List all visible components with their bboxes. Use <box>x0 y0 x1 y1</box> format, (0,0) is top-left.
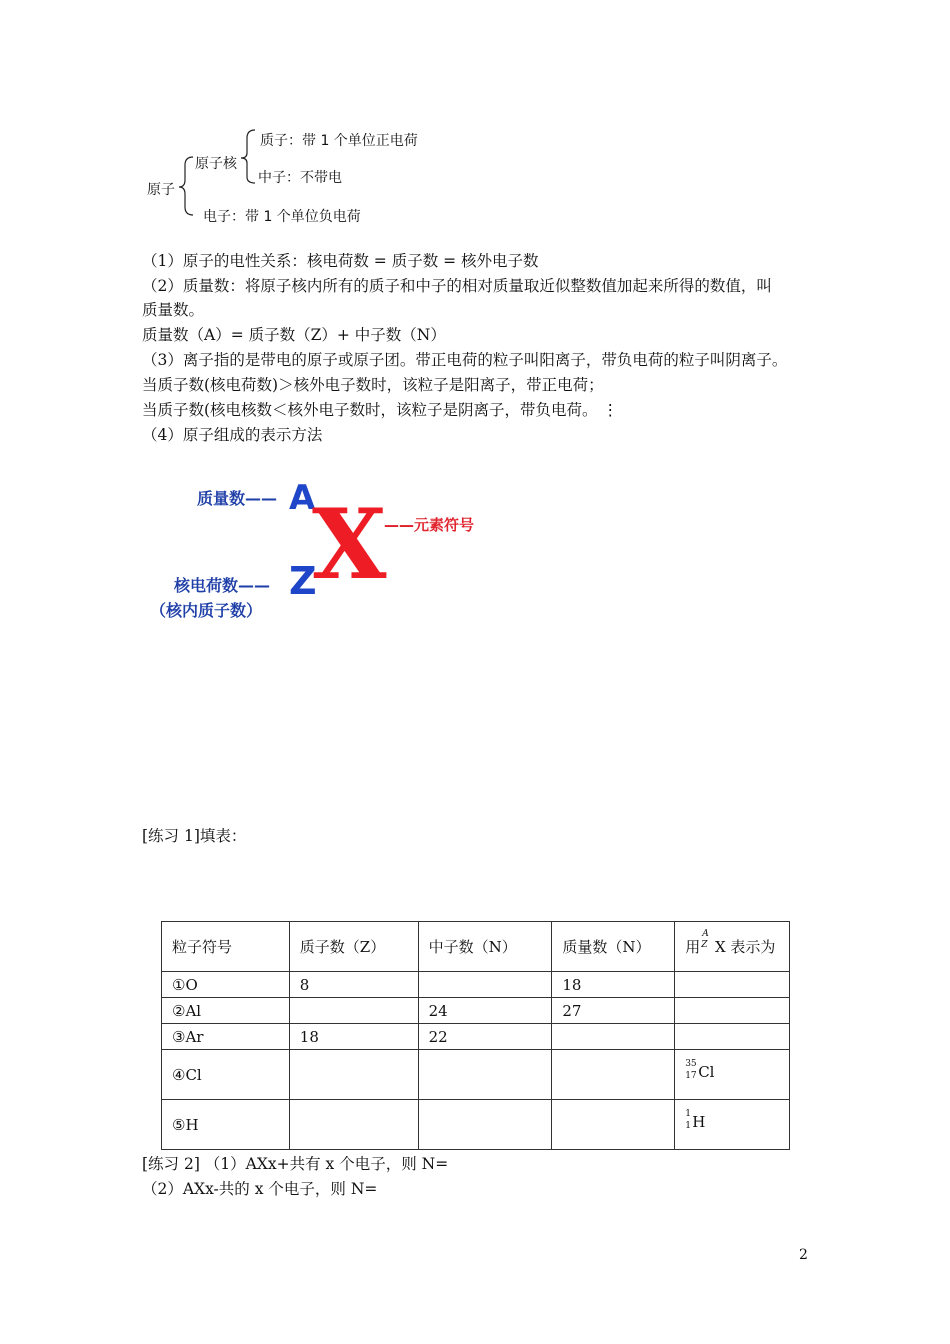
para-formula: 质量数（A）= 质子数（Z）+ 中子数（N） <box>142 326 446 344</box>
header-cell: 质量数（N） <box>552 922 675 972</box>
header-cell: 质子数（Z） <box>289 922 418 972</box>
header-cell: 中子数（N） <box>418 922 552 972</box>
header-cell-notation: 用 A Z X 表示为 <box>675 922 790 972</box>
tree-braces <box>175 125 265 225</box>
nuclide-cell-cl: 35 17 Cl <box>675 1050 790 1100</box>
exercise-2-line-2: （2）AXx-共的 x 个电子，则 N= <box>142 1180 378 1198</box>
element-symbol-label: ——元素符号 <box>384 516 475 534</box>
para-2-cont: 质量数。 <box>142 301 205 319</box>
page-number: 2 <box>799 1247 808 1263</box>
tree-proton: 质子：带 1 个单位正电荷 <box>260 133 418 149</box>
para-1: （1）原子的电性关系：核电荷数 = 质子数 = 核外电子数 <box>142 252 539 270</box>
para-cation: 当质子数(核电荷数)＞核外电子数时，该粒子是阳离子，带正电荷； <box>142 376 604 394</box>
tree-root-atom: 原子 <box>147 182 175 198</box>
para-4: （4）原子组成的表示方法 <box>142 426 323 444</box>
mass-number-label: 质量数—— <box>197 489 278 508</box>
nuclide-cell-h: 1 1 H <box>675 1100 790 1150</box>
table-row: ①O 8 18 <box>162 972 790 998</box>
symbol-A: A <box>289 478 316 518</box>
para-3: （3）离子指的是带电的原子或原子团。带正电荷的粒子叫阳离子，带负电荷的粒子叫阴离子。 <box>142 351 788 369</box>
tree-neutron: 中子：不带电 <box>258 170 342 186</box>
table-row: ②Al 24 27 <box>162 998 790 1024</box>
tree-electron: 电子：带 1 个单位负电荷 <box>203 209 361 225</box>
symbol-X: X <box>312 488 387 601</box>
tree-nucleus: 原子核 <box>195 156 237 172</box>
para-2: （2）质量数：将原子核内所有的质子和中子的相对质量取近似整数值加起来所得的数值，叫 <box>142 277 772 295</box>
table-row: ③Ar 18 22 <box>162 1024 790 1050</box>
nuclear-charge-label: 核电荷数—— <box>174 576 271 595</box>
symbol-Z: Z <box>289 559 317 603</box>
header-cell: 粒子符号 <box>162 922 290 972</box>
proton-count-note: （核内质子数） <box>150 601 263 620</box>
para-anion: 当质子数(核电核数＜核外电子数时，该粒子是阴离子，带负电荷。 ⋮ <box>142 401 618 419</box>
exercise-1-heading: [练习 1]填表： <box>142 827 247 845</box>
particle-table <box>161 921 790 1150</box>
exercise-2-line-1: [练习 2] （1）AXx+共有 x 个电子，则 N= <box>142 1155 449 1173</box>
table-row: ⑤H 1 1 H <box>162 1100 790 1150</box>
table-row: ④Cl 35 17 Cl <box>162 1050 790 1100</box>
table-header-row <box>162 922 790 972</box>
